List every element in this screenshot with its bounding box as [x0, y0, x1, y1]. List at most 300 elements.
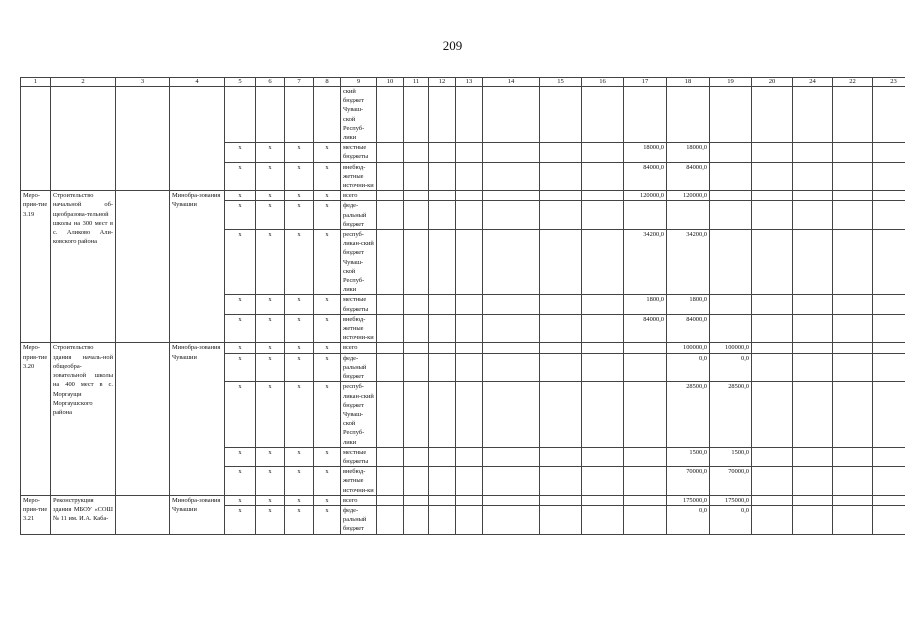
value-cell [377, 143, 404, 162]
funding-source-cell: внебюд-жетные источни-ки [341, 467, 377, 496]
value-cell [540, 467, 582, 496]
column-3-cell [116, 343, 170, 495]
code-cell: х [314, 505, 341, 534]
value-cell [833, 495, 873, 505]
value-cell-18: 1800,0 [667, 295, 710, 314]
value-cell [582, 495, 624, 505]
code-cell: х [256, 295, 285, 314]
value-cell [873, 467, 905, 496]
code-cell [225, 87, 256, 143]
executor-cell: Минобра-зования Чувашии [170, 495, 225, 534]
value-cell [582, 343, 624, 353]
column-number-cell: 2 [51, 78, 116, 87]
column-number-cell: 20 [752, 78, 793, 87]
value-cell [540, 343, 582, 353]
value-cell [377, 314, 404, 343]
code-cell: х [225, 314, 256, 343]
value-cell [404, 230, 429, 295]
code-cell: х [256, 495, 285, 505]
value-cell [456, 191, 483, 201]
value-cell [429, 143, 456, 162]
code-cell: х [225, 505, 256, 534]
code-cell: х [256, 505, 285, 534]
column-number-cell: 5 [225, 78, 256, 87]
column-number-cell: 16 [582, 78, 624, 87]
value-cell-19 [710, 201, 752, 230]
value-cell-19: 0,0 [710, 505, 752, 534]
column-number-cell: 13 [456, 78, 483, 87]
value-cell [456, 143, 483, 162]
value-cell [793, 191, 833, 201]
value-cell [483, 447, 540, 466]
value-cell [833, 353, 873, 382]
code-cell: х [314, 191, 341, 201]
value-cell [752, 382, 793, 447]
value-cell [377, 87, 404, 143]
value-cell [377, 505, 404, 534]
value-cell [540, 162, 582, 191]
value-cell [582, 447, 624, 466]
column-number-cell: 12 [429, 78, 456, 87]
code-cell: х [256, 230, 285, 295]
value-cell [833, 447, 873, 466]
value-cell [456, 87, 483, 143]
funding-source-cell: местные бюджеты [341, 143, 377, 162]
value-cell-18: 18000,0 [667, 143, 710, 162]
value-cell [873, 201, 905, 230]
value-cell [456, 314, 483, 343]
value-cell [404, 505, 429, 534]
table-row [21, 495, 905, 505]
value-cell [873, 382, 905, 447]
column-number-cell: 14 [483, 78, 540, 87]
page-number: 209 [442, 38, 463, 53]
table-row [21, 343, 905, 353]
value-cell [456, 382, 483, 447]
funding-source-cell: феде-ральный бюджет [341, 201, 377, 230]
value-cell [752, 447, 793, 466]
value-cell [833, 295, 873, 314]
value-cell [833, 467, 873, 496]
value-cell [404, 343, 429, 353]
value-cell-19 [710, 87, 752, 143]
value-cell [377, 447, 404, 466]
value-cell [377, 230, 404, 295]
column-number-cell: 19 [710, 78, 752, 87]
value-cell [540, 295, 582, 314]
value-cell [873, 295, 905, 314]
value-cell [793, 314, 833, 343]
code-cell: х [314, 230, 341, 295]
code-cell: х [285, 447, 314, 466]
value-cell [429, 467, 456, 496]
code-cell: х [314, 447, 341, 466]
column-3-cell [116, 191, 170, 343]
value-cell-19 [710, 314, 752, 343]
value-cell [582, 382, 624, 447]
column-number-cell: 24 [793, 78, 833, 87]
value-cell [404, 353, 429, 382]
value-cell [752, 295, 793, 314]
value-cell [456, 495, 483, 505]
funding-source-cell: респуб-ликан-ский бюджет Чуваш-ской Респуб-лики [341, 230, 377, 295]
value-cell [752, 162, 793, 191]
code-cell: х [225, 382, 256, 447]
value-cell [404, 314, 429, 343]
code-cell: х [285, 314, 314, 343]
event-number-cell: Меро-прия-тие 3.20 [21, 343, 51, 495]
value-cell [483, 314, 540, 343]
value-cell [833, 162, 873, 191]
value-cell-19 [710, 295, 752, 314]
value-cell [793, 505, 833, 534]
value-cell [873, 230, 905, 295]
column-3-cell [116, 495, 170, 534]
value-cell [582, 467, 624, 496]
budget-table [20, 77, 905, 535]
column-number-cell: 17 [624, 78, 667, 87]
column-number-row [21, 78, 905, 87]
value-cell [540, 505, 582, 534]
value-cell [873, 162, 905, 191]
value-cell [377, 353, 404, 382]
value-cell-17 [624, 87, 667, 143]
event-name-cell: Строительство здания началь-ной общеобра-зовательной школы на 400 мест в с. Моргаущи Моргаушского района [51, 343, 116, 495]
value-cell [752, 505, 793, 534]
value-cell [377, 201, 404, 230]
value-cell-19 [710, 230, 752, 295]
funding-source-cell: внебюд-жетные источни-ки [341, 162, 377, 191]
code-cell: х [225, 343, 256, 353]
funding-source-cell: всего [341, 495, 377, 505]
value-cell [833, 143, 873, 162]
value-cell-17: 18000,0 [624, 143, 667, 162]
funding-source-cell: феде-ральный бюджет [341, 353, 377, 382]
value-cell [873, 143, 905, 162]
funding-source-cell: местные бюджеты [341, 447, 377, 466]
code-cell: х [225, 191, 256, 201]
value-cell-18 [667, 87, 710, 143]
funding-source-cell: всего [341, 343, 377, 353]
code-cell: х [285, 201, 314, 230]
code-cell: х [285, 467, 314, 496]
value-cell [873, 447, 905, 466]
value-cell [404, 143, 429, 162]
value-cell [752, 343, 793, 353]
code-cell: х [314, 467, 341, 496]
column-3-cell [116, 87, 170, 191]
code-cell: х [285, 295, 314, 314]
code-cell: х [256, 143, 285, 162]
code-cell: х [225, 201, 256, 230]
value-cell-18: 84000,0 [667, 162, 710, 191]
funding-source-cell: респуб-ликан-ский бюджет Чуваш-ской Респуб-лики [341, 382, 377, 447]
value-cell-19: 175000,0 [710, 495, 752, 505]
value-cell [377, 343, 404, 353]
code-cell: х [256, 447, 285, 466]
value-cell [833, 343, 873, 353]
value-cell-19: 100000,0 [710, 343, 752, 353]
value-cell [540, 87, 582, 143]
value-cell [752, 495, 793, 505]
value-cell-17 [624, 343, 667, 353]
value-cell [429, 162, 456, 191]
value-cell [483, 505, 540, 534]
column-number-cell: 6 [256, 78, 285, 87]
executor-cell: Минобра-зования Чувашии [170, 343, 225, 495]
value-cell-18 [667, 201, 710, 230]
value-cell [833, 87, 873, 143]
value-cell [833, 191, 873, 201]
value-cell-19 [710, 162, 752, 191]
value-cell [429, 353, 456, 382]
value-cell-17: 84000,0 [624, 314, 667, 343]
event-number-cell [21, 87, 51, 191]
value-cell-17 [624, 201, 667, 230]
value-cell [429, 230, 456, 295]
value-cell-19: 70000,0 [710, 467, 752, 496]
table-row [21, 87, 905, 143]
value-cell-17 [624, 353, 667, 382]
value-cell [793, 467, 833, 496]
value-cell [582, 505, 624, 534]
value-cell [483, 495, 540, 505]
table-row [21, 191, 905, 201]
value-cell [833, 201, 873, 230]
value-cell [582, 87, 624, 143]
code-cell: х [314, 382, 341, 447]
funding-source-cell: феде-ральный бюджет [341, 505, 377, 534]
value-cell [873, 191, 905, 201]
value-cell [582, 162, 624, 191]
value-cell [377, 162, 404, 191]
value-cell [793, 353, 833, 382]
code-cell: х [314, 295, 341, 314]
value-cell [429, 495, 456, 505]
value-cell [873, 353, 905, 382]
column-number-cell: 7 [285, 78, 314, 87]
column-number-cell: 15 [540, 78, 582, 87]
value-cell [456, 201, 483, 230]
value-cell [404, 191, 429, 201]
value-cell [540, 382, 582, 447]
value-cell [833, 314, 873, 343]
value-cell-18: 1500,0 [667, 447, 710, 466]
value-cell-17 [624, 495, 667, 505]
code-cell: х [314, 143, 341, 162]
value-cell [793, 295, 833, 314]
value-cell [429, 382, 456, 447]
value-cell [752, 201, 793, 230]
funding-source-cell: внебюд-жетные источни-ки [341, 314, 377, 343]
value-cell [793, 230, 833, 295]
value-cell-17 [624, 467, 667, 496]
value-cell [377, 191, 404, 201]
value-cell [873, 343, 905, 353]
value-cell [752, 467, 793, 496]
value-cell [377, 495, 404, 505]
value-cell-18: 175000,0 [667, 495, 710, 505]
value-cell [752, 191, 793, 201]
code-cell: х [225, 230, 256, 295]
code-cell: х [285, 191, 314, 201]
value-cell [429, 447, 456, 466]
value-cell [483, 343, 540, 353]
code-cell: х [285, 505, 314, 534]
column-number-cell: 9 [341, 78, 377, 87]
code-cell: х [256, 201, 285, 230]
code-cell: х [225, 467, 256, 496]
value-cell-19 [710, 191, 752, 201]
value-cell [793, 162, 833, 191]
value-cell [540, 314, 582, 343]
code-cell: х [314, 495, 341, 505]
value-cell [483, 295, 540, 314]
code-cell: х [314, 353, 341, 382]
code-cell [256, 87, 285, 143]
value-cell [429, 343, 456, 353]
code-cell: х [256, 191, 285, 201]
event-name-cell: Строительство начальной об-щеобразова-тельной школы на 300 мест в с. Аликово Али-ковского района [51, 191, 116, 343]
value-cell [404, 162, 429, 191]
funding-source-cell: ский бюджет Чуваш-ской Респуб-лики [341, 87, 377, 143]
code-cell: х [314, 343, 341, 353]
code-cell: х [285, 230, 314, 295]
code-cell: х [225, 143, 256, 162]
value-cell-17: 84000,0 [624, 162, 667, 191]
code-cell: х [285, 495, 314, 505]
value-cell [456, 295, 483, 314]
code-cell: х [225, 162, 256, 191]
value-cell [540, 201, 582, 230]
code-cell: х [256, 353, 285, 382]
value-cell-19: 28500,0 [710, 382, 752, 447]
value-cell [793, 201, 833, 230]
value-cell [404, 495, 429, 505]
value-cell [456, 230, 483, 295]
value-cell-18: 0,0 [667, 505, 710, 534]
value-cell-19: 0,0 [710, 353, 752, 382]
value-cell-18: 0,0 [667, 353, 710, 382]
value-cell-19: 1500,0 [710, 447, 752, 466]
code-cell: х [285, 143, 314, 162]
value-cell [873, 314, 905, 343]
code-cell: х [225, 295, 256, 314]
column-number-cell: 11 [404, 78, 429, 87]
value-cell-18: 84000,0 [667, 314, 710, 343]
column-number-cell: 3 [116, 78, 170, 87]
column-number-cell: 4 [170, 78, 225, 87]
value-cell [540, 495, 582, 505]
code-cell: х [225, 353, 256, 382]
value-cell [429, 505, 456, 534]
value-cell [456, 467, 483, 496]
value-cell [752, 87, 793, 143]
value-cell [873, 505, 905, 534]
value-cell [793, 87, 833, 143]
value-cell-19 [710, 143, 752, 162]
value-cell [833, 230, 873, 295]
event-number-cell: Меро-прия-тие 3.21 [21, 495, 51, 534]
value-cell [483, 191, 540, 201]
code-cell: х [314, 314, 341, 343]
value-cell [377, 467, 404, 496]
value-cell [483, 382, 540, 447]
value-cell [429, 201, 456, 230]
column-number-cell: 18 [667, 78, 710, 87]
value-cell [483, 162, 540, 191]
value-cell [429, 87, 456, 143]
executor-cell [170, 87, 225, 191]
code-cell: х [256, 314, 285, 343]
value-cell [793, 447, 833, 466]
value-cell [793, 382, 833, 447]
value-cell [582, 353, 624, 382]
value-cell [483, 201, 540, 230]
code-cell [314, 87, 341, 143]
code-cell: х [256, 467, 285, 496]
code-cell: х [285, 162, 314, 191]
value-cell [540, 230, 582, 295]
funding-source-cell: местные бюджеты [341, 295, 377, 314]
code-cell: х [285, 353, 314, 382]
value-cell [404, 447, 429, 466]
column-number-cell: 10 [377, 78, 404, 87]
value-cell [404, 201, 429, 230]
column-number-cell: 8 [314, 78, 341, 87]
value-cell [793, 495, 833, 505]
code-cell [285, 87, 314, 143]
value-cell [582, 143, 624, 162]
value-cell [582, 201, 624, 230]
value-cell [456, 447, 483, 466]
value-cell [582, 295, 624, 314]
value-cell-17 [624, 382, 667, 447]
value-cell [404, 295, 429, 314]
event-number-cell: Меро-прия-тие 3.19 [21, 191, 51, 343]
value-cell-17: 1800,0 [624, 295, 667, 314]
value-cell-18: 34200,0 [667, 230, 710, 295]
value-cell [404, 87, 429, 143]
value-cell [483, 230, 540, 295]
value-cell-18: 70000,0 [667, 467, 710, 496]
value-cell [540, 353, 582, 382]
event-name-cell [51, 87, 116, 191]
value-cell [793, 143, 833, 162]
value-cell [752, 143, 793, 162]
value-cell [456, 505, 483, 534]
value-cell [752, 230, 793, 295]
value-cell [456, 353, 483, 382]
value-cell [540, 447, 582, 466]
value-cell [377, 382, 404, 447]
value-cell [582, 314, 624, 343]
value-cell [540, 191, 582, 201]
value-cell-18: 120000,0 [667, 191, 710, 201]
code-cell: х [285, 343, 314, 353]
code-cell: х [256, 343, 285, 353]
value-cell [456, 162, 483, 191]
executor-cell: Минобра-зования Чувашии [170, 191, 225, 343]
code-cell: х [225, 447, 256, 466]
value-cell [483, 467, 540, 496]
value-cell [833, 505, 873, 534]
code-cell: х [314, 162, 341, 191]
value-cell-17 [624, 505, 667, 534]
value-cell [404, 467, 429, 496]
value-cell [752, 353, 793, 382]
value-cell [793, 343, 833, 353]
